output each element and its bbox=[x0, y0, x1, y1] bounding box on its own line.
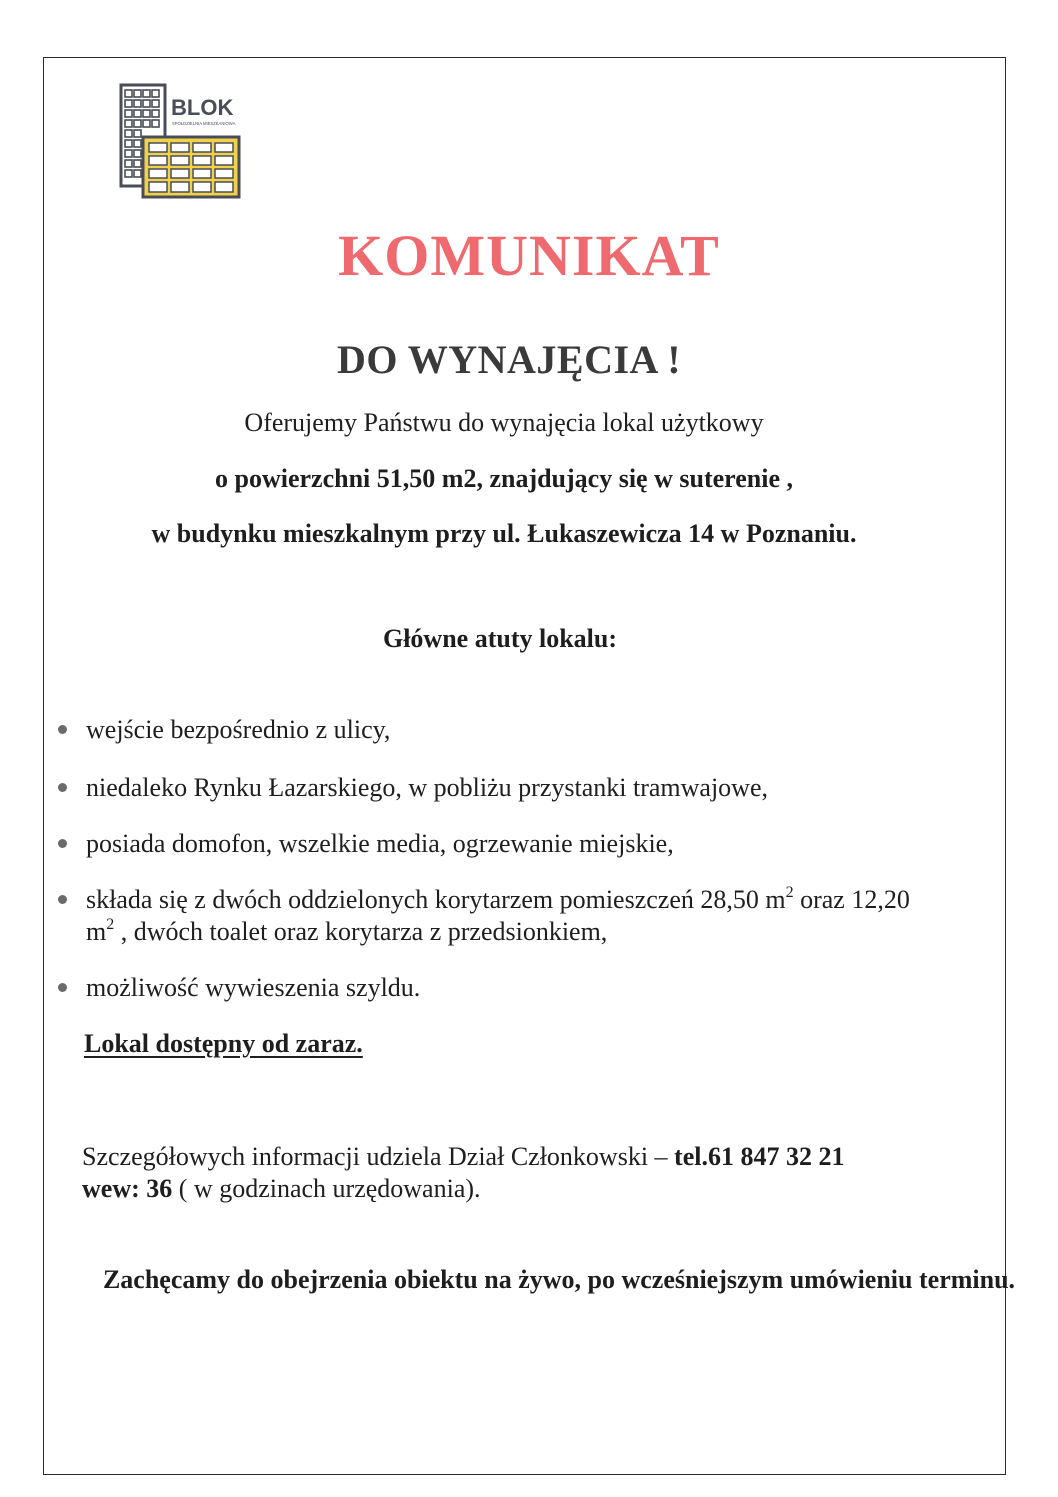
logo-text: BLOK bbox=[171, 95, 234, 120]
intro-line-3: w budynku mieszkalnym przy ul. Łukaszewicza 14 w Poznaniu. bbox=[151, 519, 857, 548]
list-item-text-part3: , dwóch toalet oraz korytarza z przedsionkiem, bbox=[114, 917, 608, 946]
list-item bbox=[56, 884, 936, 948]
list-item-text-part1: składa się z dwóch oddzielonych korytarzem pomieszczeń 28,50 m bbox=[86, 885, 786, 914]
bullet-icon bbox=[58, 783, 67, 792]
features-heading: Główne atuty lokalu: bbox=[382, 624, 618, 653]
logo-tagline: SPÓŁDZIELNIA MIESZKANIOWA bbox=[172, 121, 236, 126]
list-item-text: możliwość wywieszenia szyldu. bbox=[86, 973, 421, 1002]
bullet-icon bbox=[58, 725, 67, 734]
availability-note: Lokal dostępny od zaraz. bbox=[84, 1029, 363, 1058]
list-item bbox=[56, 772, 936, 804]
superscript: 2 bbox=[106, 916, 115, 933]
list-item bbox=[56, 972, 936, 1004]
intro-line-2: o powierzchni 51,50 m2, znajdujący się w suterenie , bbox=[215, 464, 793, 493]
superscript: 2 bbox=[785, 884, 794, 901]
closing-text: Zachęcamy do obejrzenia obiektu na żywo, po wcześniejszym umówieniu terminu. bbox=[102, 1265, 1016, 1294]
list-item bbox=[56, 714, 936, 746]
contact-info bbox=[82, 1141, 962, 1205]
bullet-icon bbox=[58, 983, 67, 992]
contact-text: Szczegółowych informacji udziela Dział Członkowski – bbox=[82, 1142, 675, 1171]
contact-extension: wew: 36 bbox=[82, 1174, 173, 1203]
list-item-text: posiada domofon, wszelkie media, ogrzewanie miejskie, bbox=[86, 829, 674, 858]
list-item-text: wejście bezpośrednio z ulicy, bbox=[86, 715, 391, 744]
page-subtitle: DO WYNAJĘCIA ! bbox=[336, 337, 682, 382]
building-icon bbox=[119, 83, 244, 200]
features-list bbox=[56, 714, 936, 1004]
contact-hours: ( w godzinach urzędowania). bbox=[172, 1174, 481, 1203]
contact-phone: tel.61 847 32 21 bbox=[674, 1142, 845, 1171]
blok-logo bbox=[119, 83, 244, 200]
bullet-icon bbox=[58, 895, 67, 904]
list-item bbox=[56, 828, 936, 860]
list-item-text-part2: oraz 12,20 m bbox=[86, 885, 910, 946]
list-item-text: niedaleko Rynku Łazarskiego, w pobliżu przystanki tramwajowe, bbox=[86, 773, 768, 802]
bullet-icon bbox=[58, 839, 67, 848]
page-title: KOMUNIKAT bbox=[338, 223, 720, 288]
intro-line-1: Oferujemy Państwu do wynajęcia lokal użytkowy bbox=[244, 408, 764, 437]
